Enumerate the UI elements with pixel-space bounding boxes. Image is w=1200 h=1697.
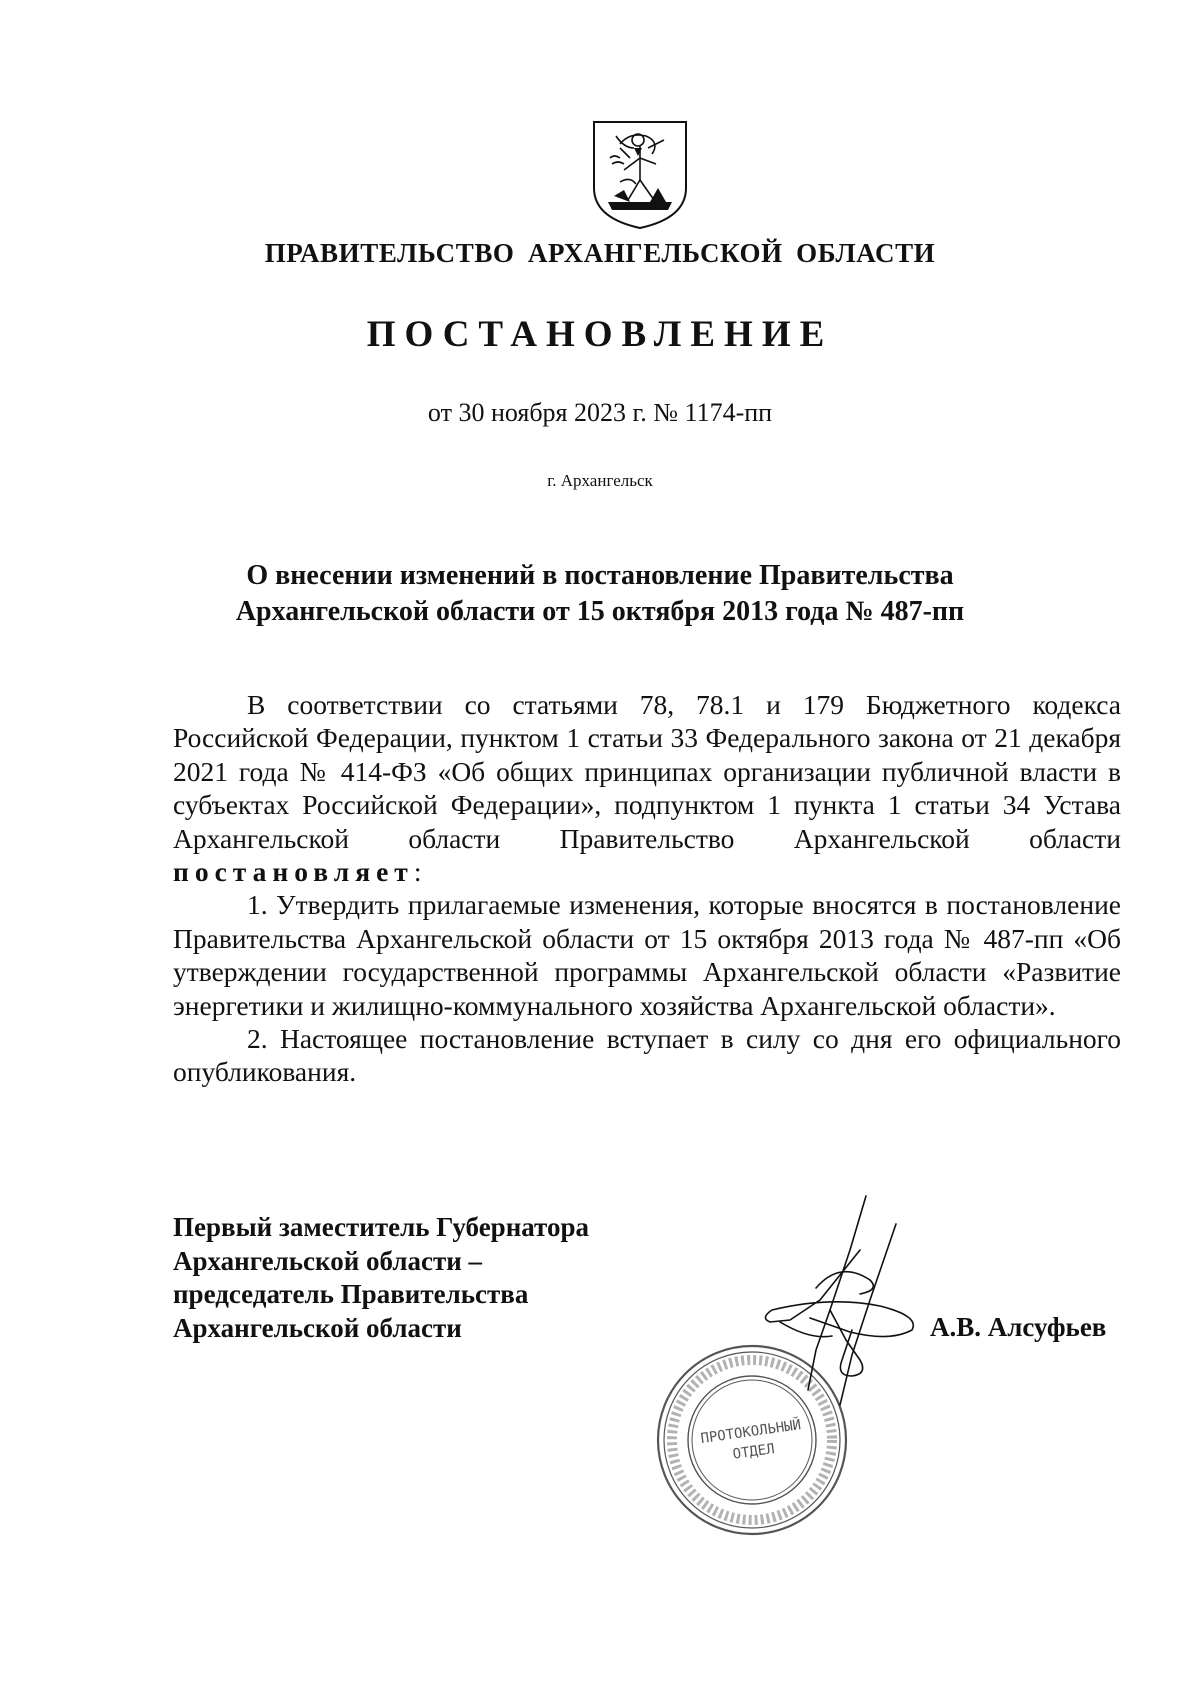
stamp-center-line-1: ПРОТОКОЛЬНЫЙ [699,1417,803,1448]
document-title [150,558,1050,630]
resolves-colon: : [413,856,422,888]
position-line: Первый заместитель Губернатора [173,1212,589,1242]
signer-name: А.В. Алсуфьев [930,1312,1107,1342]
position-line: Архангельской области [173,1312,462,1343]
document-body [173,688,1121,1089]
item-2: 2. Настоящее постановление вступает в силу со дня его официального опубликования. [173,1023,1121,1088]
title-line-1: О внесении изменений в постановление Правительства [246,560,954,591]
stamp-center-line-2: ОТДЕЛ [731,1441,776,1463]
coat-of-arms-icon [590,118,690,232]
resolves-word: постановляет [173,856,414,888]
preamble-paragraph [173,688,1121,888]
government-name: ПРАВИТЕЛЬСТВО АРХАНГЕЛЬСКОЙ ОБЛАСТИ [264,238,936,268]
handwritten-signature-icon [720,1190,930,1410]
position-line: председатель Правительства [173,1279,529,1309]
city: г. Архангельск [547,471,653,490]
item-1: 1. Утвердить прилагаемые изменения, которые вносятся в постановление Правительства Архангельской области от 15 октября 2013 года № 487-пп «Об утверждении государственной программы Архангельской области «Развитие энергетики и жилищно-коммунального хозяйства Архангельской области». [173,889,1121,1021]
signer-position [173,1211,693,1345]
title-line-2: Архангельской области от 15 октября 2013 года № 487-пп [235,596,965,627]
date-and-number: от 30 ноября 2023 г. № 1174-пп [427,398,773,427]
position-line: Архангельской области – [173,1245,483,1276]
preamble-text: В соответствии со статьями 78, 78.1 и 179 Бюджетного кодекса Российской Федерации, пунктом 1 статьи 33 Федерального закона от 21 декабря 2021 года № 414-ФЗ «Об общих принципах организации публичной власти в субъектах Российской Федерации», подпунктом 1 пункта 1 статьи 34 Устава Архангельской области Правительство Архангельской области [173,689,1121,854]
document-type: ПОСТАНОВЛЕНИЕ [366,314,834,355]
